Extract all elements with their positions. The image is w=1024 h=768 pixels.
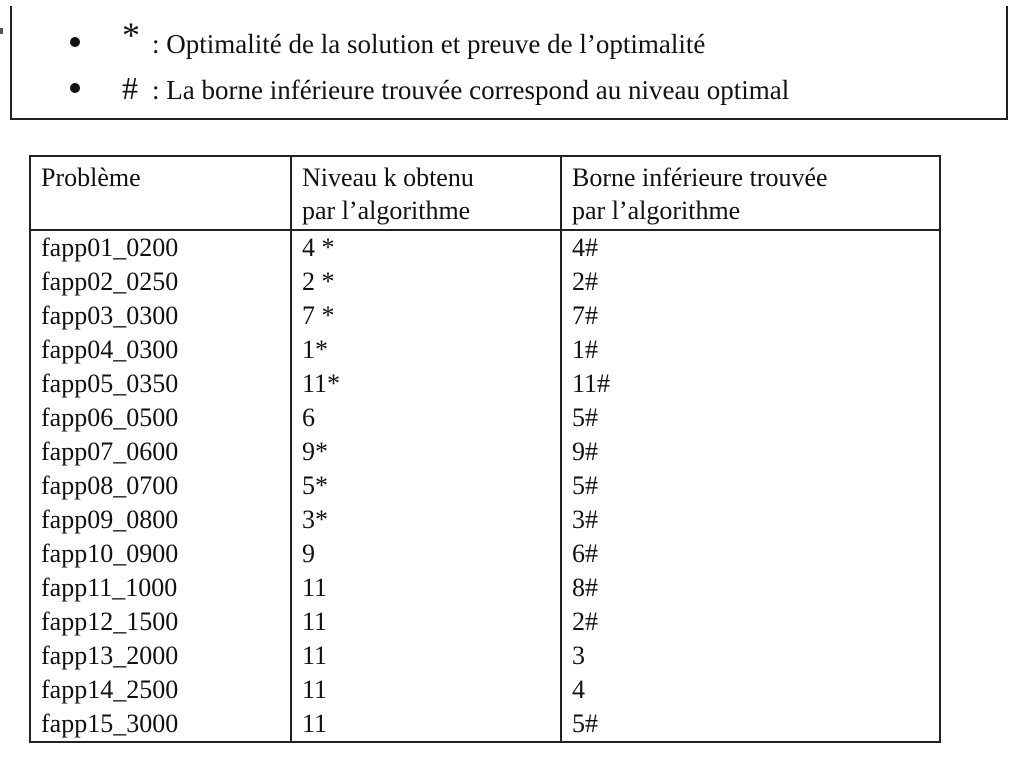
cell-borne: 7# (561, 299, 940, 333)
cell-probleme: fapp14_2500 (30, 673, 291, 707)
cell-niveau: 11 (291, 639, 561, 673)
table-row (30, 503, 940, 537)
cell-probleme: fapp10_0900 (30, 537, 291, 571)
cell-borne: 4 (561, 673, 940, 707)
table-row (30, 673, 940, 707)
cell-borne: 3 (561, 639, 940, 673)
table-row (30, 571, 940, 605)
cell-probleme: fapp11_1000 (30, 571, 291, 605)
table-row (30, 401, 940, 435)
page-edge-mark (0, 28, 3, 34)
cell-niveau: 7 * (291, 299, 561, 333)
cell-borne: 2# (561, 605, 940, 639)
cell-borne: 5# (561, 469, 940, 503)
cell-borne: 3# (561, 503, 940, 537)
cell-niveau: 11 (291, 605, 561, 639)
header-line: par l’algorithme (572, 196, 741, 225)
results-body (30, 230, 940, 742)
legend-item-optimality (70, 15, 706, 60)
cell-niveau: 11 (291, 571, 561, 605)
table-row (30, 299, 940, 333)
table-row (30, 367, 940, 401)
table-header-row (30, 156, 940, 230)
cell-probleme: fapp12_1500 (30, 605, 291, 639)
legend-symbol: # (122, 70, 138, 106)
bullet-icon (70, 83, 80, 93)
cell-probleme: fapp07_0600 (30, 435, 291, 469)
table-row (30, 230, 940, 265)
legend-text: : La borne inférieure trouvée correspond au niveau optimal (152, 75, 790, 105)
header-line: Borne inférieure trouvée (572, 163, 828, 192)
cell-borne: 5# (561, 401, 940, 435)
header-line: par l’algorithme (302, 196, 471, 225)
cell-niveau: 11 (291, 707, 561, 742)
cell-borne: 9# (561, 435, 940, 469)
header-borne (561, 156, 940, 230)
cell-niveau: 5* (291, 469, 561, 503)
cell-borne: 11# (561, 367, 940, 401)
cell-probleme: fapp03_0300 (30, 299, 291, 333)
cell-probleme: fapp02_0250 (30, 265, 291, 299)
cell-niveau: 9 (291, 537, 561, 571)
table-row (30, 639, 940, 673)
cell-probleme: fapp15_3000 (30, 707, 291, 742)
results-table (29, 155, 941, 743)
cell-borne: 6# (561, 537, 940, 571)
bullet-icon (70, 37, 80, 47)
cell-borne: 1# (561, 333, 940, 367)
legend-text: : Optimalité de la solution et preuve de l’optimalité (152, 29, 706, 59)
cell-borne: 5# (561, 707, 940, 742)
table-row (30, 707, 940, 742)
table-row (30, 435, 940, 469)
header-probleme (30, 156, 291, 230)
table-row (30, 469, 940, 503)
table-row (30, 265, 940, 299)
header-line: Problème (41, 163, 141, 192)
cell-niveau: 4 * (291, 230, 561, 265)
cell-niveau: 6 (291, 401, 561, 435)
cell-probleme: fapp13_2000 (30, 639, 291, 673)
cell-probleme: fapp08_0700 (30, 469, 291, 503)
cell-probleme: fapp06_0500 (30, 401, 291, 435)
cell-probleme: fapp04_0300 (30, 333, 291, 367)
legend-box (10, 6, 1008, 120)
cell-niveau: 11* (291, 367, 561, 401)
table-row (30, 333, 940, 367)
table-row (30, 537, 940, 571)
cell-niveau: 3* (291, 503, 561, 537)
header-niveau (291, 156, 561, 230)
cell-niveau: 11 (291, 673, 561, 707)
cell-borne: 4# (561, 230, 940, 265)
cell-niveau: 9* (291, 435, 561, 469)
table-row (30, 605, 940, 639)
cell-probleme: fapp01_0200 (30, 230, 291, 265)
cell-niveau: 2 * (291, 265, 561, 299)
cell-niveau: 1* (291, 333, 561, 367)
legend-symbol: * (122, 15, 140, 55)
cell-probleme: fapp09_0800 (30, 503, 291, 537)
cell-borne: 2# (561, 265, 940, 299)
cell-probleme: fapp05_0350 (30, 367, 291, 401)
header-line: Niveau k obtenu (302, 163, 474, 192)
cell-borne: 8# (561, 571, 940, 605)
legend-item-lower-bound (70, 70, 789, 110)
